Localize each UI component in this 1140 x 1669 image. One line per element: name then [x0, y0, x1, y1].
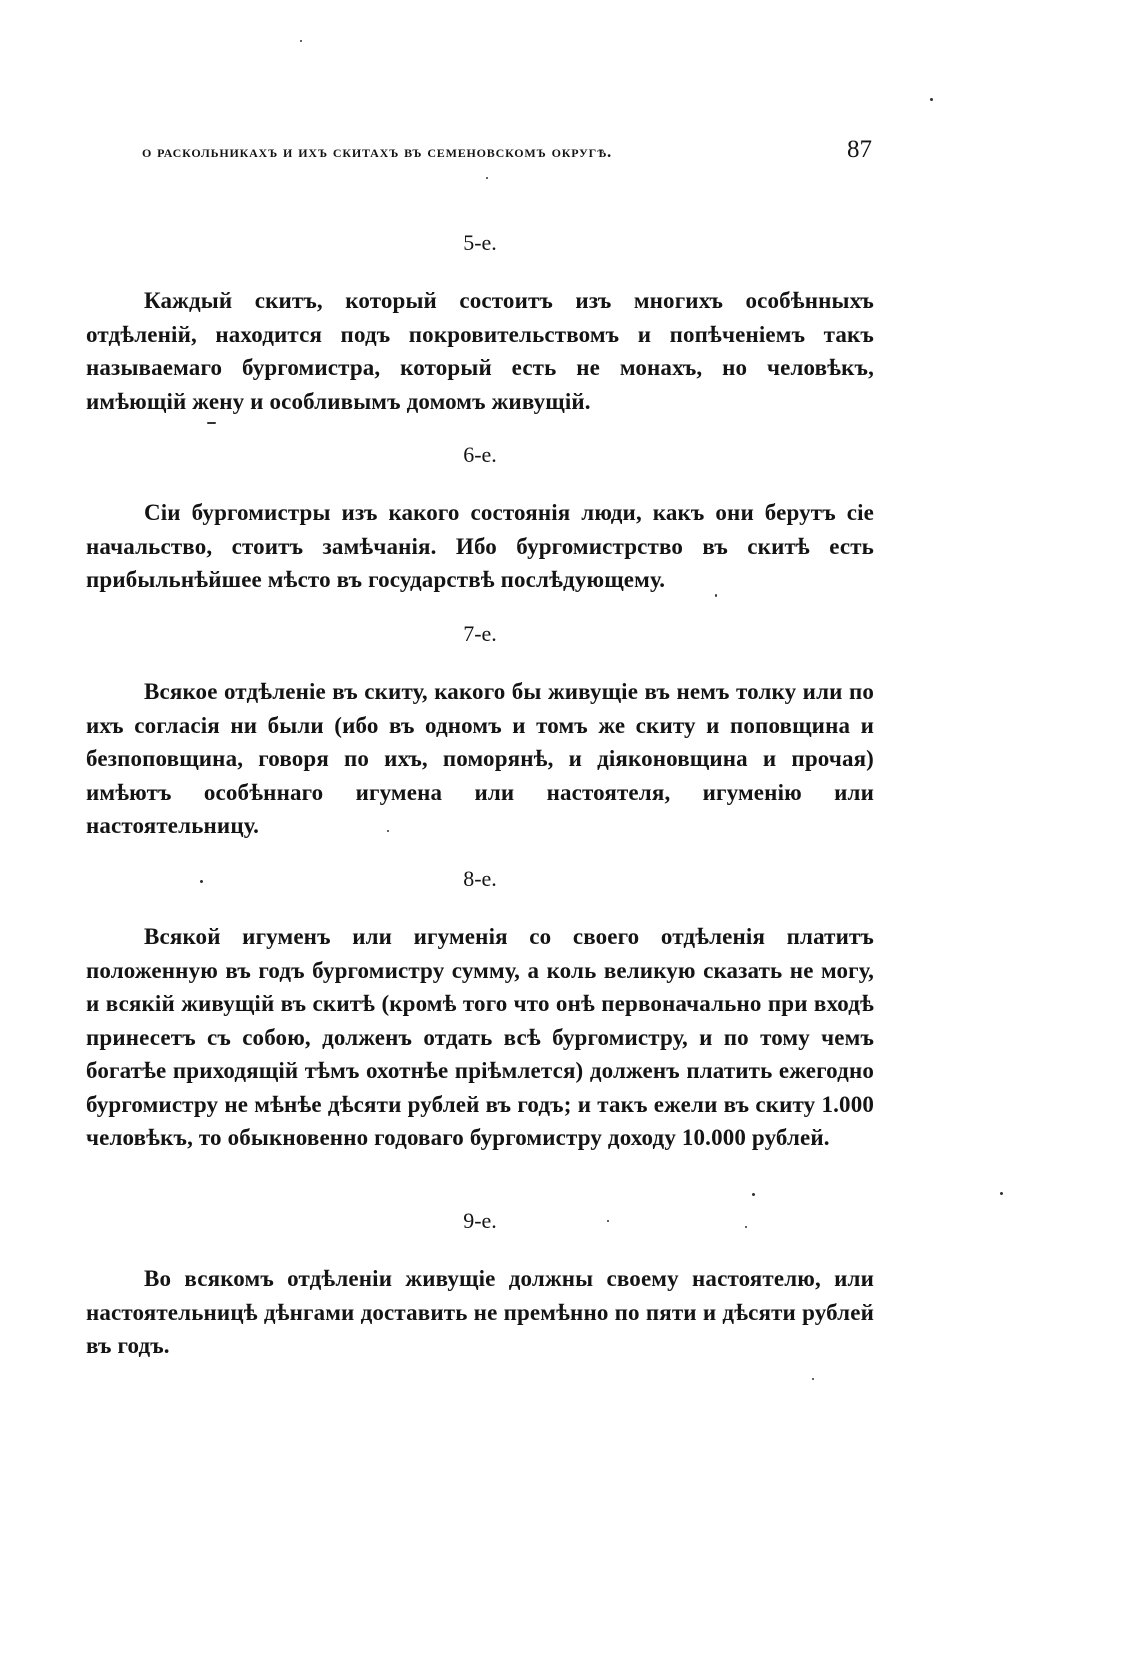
section-paragraph: Всякое отдѣленіе въ скиту, какого бы живущіе въ немъ толку или по ихъ согласія ни были (ибо въ одномъ и томъ же скиту и поповщина и безпоповщина, говоря по ихъ, поморянѣ, и діяконовщина и прочая) имѣютъ особѣннаго игумена или настоятеля, игуменію или настоятельницу.	[86, 679, 874, 838]
section-heading: 8-е.	[463, 866, 497, 891]
scan-speck	[812, 1378, 814, 1380]
page-number: 87	[847, 136, 872, 163]
scan-speck	[387, 830, 389, 832]
section-paragraph: Всякой игуменъ или игуменія со своего отдѣленія платитъ положенную въ годъ бургомистру сумму, а коль великую сказать не могу, и всякій живущій въ скитѣ (кромѣ того что онѣ первоначально при входѣ принесетъ съ собою, долженъ отдать всѣ бургомистру, и по тому чемъ богатѣе приходящій тѣмъ охотнѣе пріѣмлется) долженъ платить ежегодно бургомистру не мѣнѣе дѣсяти рублей въ годъ; и такъ ежели въ скиту 1.000 человѣкъ, то обыкновенно годоваго бургомистру доходу 10.000 рублей.	[86, 924, 874, 1150]
scan-speck	[745, 1226, 747, 1228]
section-heading: 5-е.	[463, 230, 497, 255]
scan-speck	[200, 880, 203, 883]
section-7	[86, 619, 874, 843]
section-paragraph: Сіи бургомистры изъ какого состоянія люди, какъ они берутъ сіе начальство, стоитъ замѣчанія. Ибо бургомистрство въ скитѣ есть прибыльнѣйшее мѣсто въ государствѣ послѣдующему.	[86, 500, 874, 592]
scan-speck	[930, 98, 933, 101]
section-heading: 6-е.	[463, 442, 497, 467]
section-heading: 9-е.	[463, 1208, 497, 1233]
section-8	[86, 864, 874, 1155]
scan-speck	[1000, 1192, 1003, 1195]
section-heading: 7-е.	[463, 621, 497, 646]
scan-speck	[752, 1193, 755, 1196]
scan-speck	[207, 422, 216, 424]
section-5	[86, 228, 874, 418]
running-header	[142, 136, 872, 176]
scan-speck	[486, 177, 488, 179]
section-6	[86, 440, 874, 597]
section-paragraph: Каждый скитъ, который состоитъ изъ многихъ особѣнныхъ отдѣленій, находится подъ покровительствомъ и попѣченіемъ такъ называемаго бургомистра, который есть не монахъ, но человѣкъ, имѣющій жену и особливымъ домомъ живущій.	[86, 288, 874, 414]
scan-speck	[607, 1220, 609, 1222]
scan-speck	[300, 40, 302, 42]
section-9	[86, 1206, 874, 1363]
section-paragraph: Во всякомъ отдѣленіи живущіе должны своему настоятелю, или настоятельницѣ дѣнгами доставить не премѣнно по пяти и дѣсяти рублей въ годъ.	[86, 1266, 874, 1358]
running-title: о раскольникахъ и ихъ скитахъ въ семеновскомъ округѣ.	[142, 142, 613, 161]
scan-speck	[715, 594, 717, 597]
